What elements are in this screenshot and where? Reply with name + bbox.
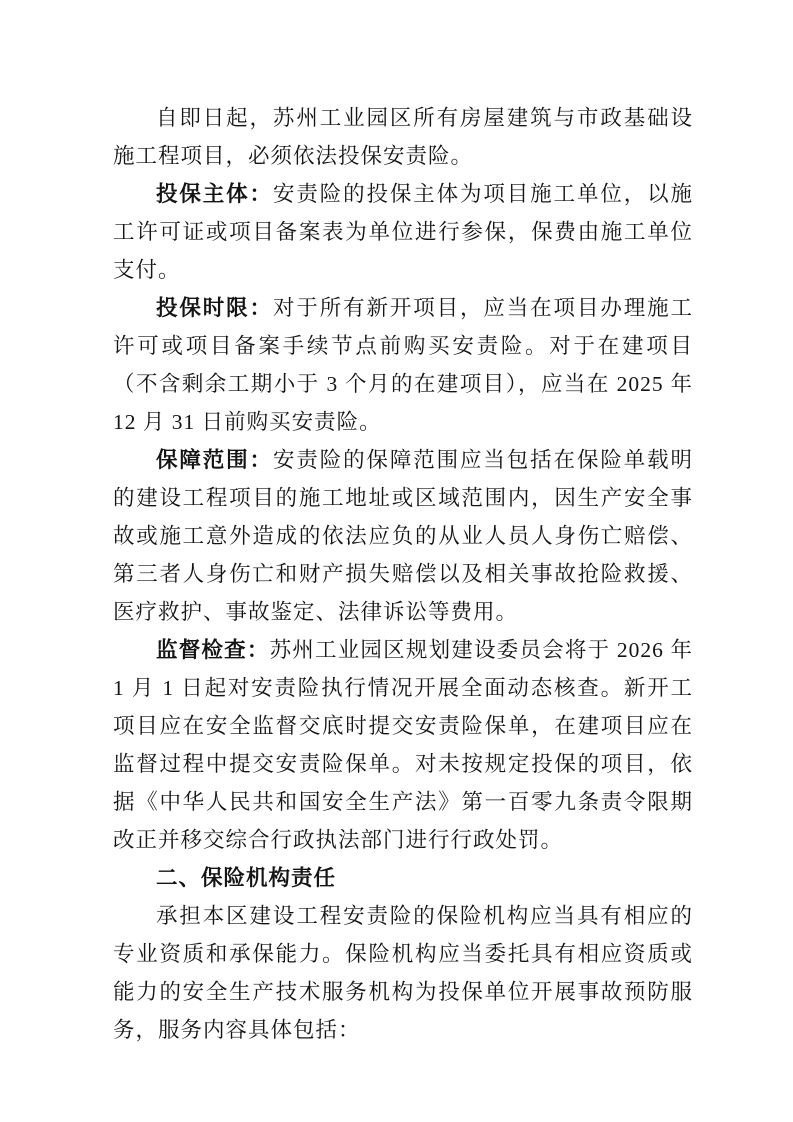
paragraph-text: 承担本区建设工程安责险的保险机构应当具有相应的专业资质和承保能力。保险机构应当委托具有相应资质或能力的安全生产技术服务机构为投保单位开展事故预防服务，服务内容具体包括： [113,904,693,1042]
paragraph-insure-deadline [113,289,693,441]
paragraph-label: 监督检查： [156,638,270,662]
paragraph-coverage-scope [113,441,693,631]
paragraph-intro [113,99,693,175]
paragraph-text: 安责险的保障范围应当包括在保险单载明的建设工程项目的施工地址或区域范围内，因生产安全事故或施工意外造成的依法应负的从业人员人身伤亡赔偿、第三者人身伤亡和财产损失赔偿以及相关事故抢险救援、医疗救护、事故鉴定、法律诉讼等费用。 [113,448,693,624]
paragraph-insurer-duty [113,897,693,1049]
paragraph-label: 保障范围： [156,448,273,472]
paragraph-text: 对于所有新开项目，应当在项目办理施工许可或项目备案手续节点前购买安责险。对于在建项目（不含剩余工期小于 3 个月的在建项目），应当在 2025 年 12 月 31 日前购买安责险。 [113,296,693,434]
paragraph-supervision-check [113,631,693,859]
paragraph-text: 安责险的投保主体为项目施工单位，以施工许可证或项目备案表为单位进行参保，保费由施工单位支付。 [113,182,693,282]
paragraph-insured-subject [113,175,693,289]
section-heading-text: 二、保险机构责任 [156,866,337,890]
section-heading [113,859,693,897]
paragraph-label: 投保主体： [156,182,273,206]
paragraph-text: 苏州工业园区规划建设委员会将于 2026 年 1 月 1 日起对安责险执行情况开展全面动态核查。新开工项目应在安全监督交底时提交安责险保单，在建项目应在监督过程中提交安责险保单。对未按规定投保的项目，依据《中华人民共和国安全生产法》第一百零九条责令限期改正并移交综合行政执法部门进行行政处罚。 [113,638,693,852]
paragraph-text: 自即日起，苏州工业园区所有房屋建筑与市政基础设施工程项目，必须依法投保安责险。 [113,106,693,168]
paragraph-label: 投保时限： [156,296,273,320]
